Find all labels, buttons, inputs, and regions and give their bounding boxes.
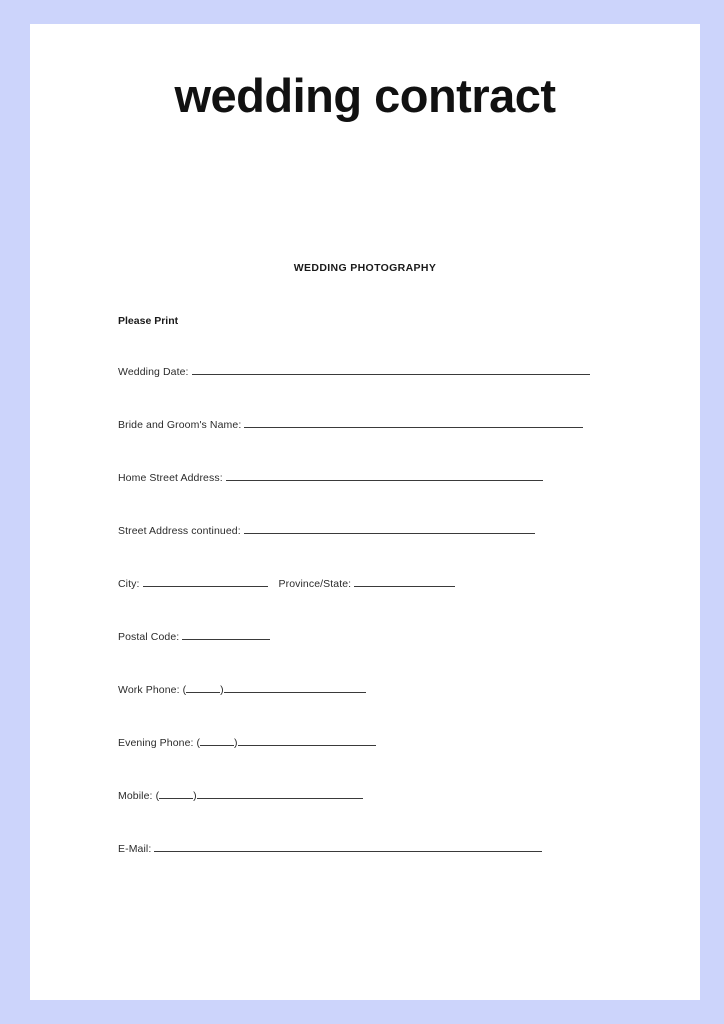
close-paren: ) (234, 737, 238, 749)
mobile-area-code-group (156, 789, 197, 802)
province-state-input-line[interactable] (354, 577, 455, 587)
open-paren: ( (182, 684, 187, 696)
form-row-home-street-address (118, 471, 678, 524)
email-label: E-Mail: (118, 843, 152, 855)
mobile-area-code-line[interactable] (159, 789, 193, 799)
form-row-bride-groom-name (118, 418, 678, 471)
work-phone-area-code-group (183, 683, 224, 696)
evening-phone-label: Evening Phone: (118, 737, 194, 749)
street-address-continued-input-line[interactable] (244, 524, 535, 534)
form-row-work-phone (118, 683, 678, 736)
close-paren: ) (220, 684, 224, 696)
mobile-label: Mobile: (118, 790, 153, 802)
work-phone-area-code-line[interactable] (186, 683, 220, 693)
form-row-evening-phone (118, 736, 678, 789)
close-paren: ) (193, 790, 197, 802)
form-field-list (118, 365, 678, 895)
document-subtitle: WEDDING PHOTOGRAPHY (293, 262, 437, 274)
city-label: City: (118, 578, 140, 590)
email-input-line[interactable] (154, 842, 542, 852)
page-title: wedding contract (174, 69, 556, 122)
postal-code-input-line[interactable] (182, 630, 270, 640)
wedding-date-input-line[interactable] (192, 365, 590, 375)
form-row-mobile (118, 789, 678, 842)
work-phone-label: Work Phone: (118, 684, 180, 696)
open-paren: ( (196, 737, 201, 749)
street-address-continued-label: Street Address continued: (118, 525, 241, 537)
postal-code-label: Postal Code: (118, 631, 180, 643)
home-street-address-input-line[interactable] (226, 471, 543, 481)
bride-groom-name-label: Bride and Groom's Name: (118, 419, 242, 431)
evening-phone-area-code-group (197, 736, 238, 749)
evening-phone-number-line[interactable] (238, 736, 376, 746)
wedding-date-label: Wedding Date: (118, 366, 189, 378)
city-input-line[interactable] (143, 577, 268, 587)
form-row-postal-code (118, 630, 678, 683)
province-state-label: Province/State: (278, 578, 352, 590)
home-street-address-label: Home Street Address: (118, 472, 223, 484)
form-row-wedding-date (118, 365, 678, 418)
mobile-number-line[interactable] (197, 789, 363, 799)
open-paren: ( (155, 790, 160, 802)
document-page (30, 24, 700, 1000)
evening-phone-area-code-line[interactable] (200, 736, 234, 746)
form-row-city-province (118, 577, 678, 630)
form-row-street-address-continued (118, 524, 678, 577)
work-phone-number-line[interactable] (224, 683, 366, 693)
bride-groom-name-input-line[interactable] (244, 418, 583, 428)
form-row-email (118, 842, 678, 895)
print-instruction-label: Please Print (118, 315, 179, 327)
